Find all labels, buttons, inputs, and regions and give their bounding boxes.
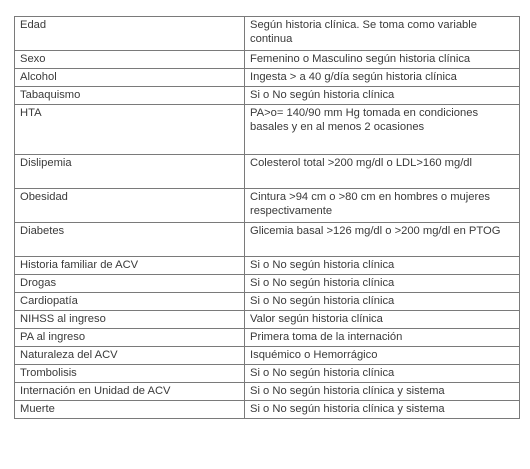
table-row [15, 223, 520, 257]
definition-cell: PA>o= 140/90 mm Hg tomada en condiciones basales y en al menos 2 ocasiones [245, 105, 520, 155]
variable-cell: Drogas [15, 275, 245, 293]
definition-cell: Si o No según historia clínica [245, 275, 520, 293]
definition-cell: Si o No según historia clínica [245, 365, 520, 383]
variable-cell: Sexo [15, 51, 245, 69]
variable-cell: HTA [15, 105, 245, 155]
table-row [15, 189, 520, 223]
variable-cell: Historia familiar de ACV [15, 257, 245, 275]
table-row [15, 329, 520, 347]
table-row [15, 69, 520, 87]
variable-cell: Cardiopatía [15, 293, 245, 311]
table-row [15, 87, 520, 105]
table-row [15, 51, 520, 69]
definition-cell: Glicemia basal >126 mg/dl o >200 mg/dl en PTOG [245, 223, 520, 257]
definition-cell: Ingesta > a 40 g/día según historia clínica [245, 69, 520, 87]
definition-cell: Cintura >94 cm o >80 cm en hombres o mujeres respectivamente [245, 189, 520, 223]
variable-cell: Obesidad [15, 189, 245, 223]
table-row [15, 383, 520, 401]
definition-cell: Si o No según historia clínica [245, 293, 520, 311]
variable-cell: Trombolisis [15, 365, 245, 383]
table-row [15, 105, 520, 155]
variable-cell: NIHSS al ingreso [15, 311, 245, 329]
variable-cell: Naturaleza del ACV [15, 347, 245, 365]
variable-cell: Dislipemia [15, 155, 245, 189]
variable-cell: Diabetes [15, 223, 245, 257]
definition-cell: Si o No según historia clínica y sistema [245, 401, 520, 419]
variable-cell: Internación en Unidad de ACV [15, 383, 245, 401]
definition-cell: Si o No según historia clínica y sistema [245, 383, 520, 401]
table-row [15, 257, 520, 275]
definition-cell: Femenino o Masculino según historia clínica [245, 51, 520, 69]
variables-table [14, 16, 520, 419]
table-row [15, 155, 520, 189]
table-row [15, 365, 520, 383]
table-row [15, 293, 520, 311]
definition-cell: Si o No según historia clínica [245, 257, 520, 275]
table-row [15, 311, 520, 329]
variable-cell: Muerte [15, 401, 245, 419]
variable-cell: Edad [15, 17, 245, 51]
definition-cell: Valor según historia clínica [245, 311, 520, 329]
variable-cell: Tabaquismo [15, 87, 245, 105]
table-row [15, 347, 520, 365]
definition-cell: Si o No según historia clínica [245, 87, 520, 105]
table-row [15, 275, 520, 293]
definition-cell: Primera toma de la internación [245, 329, 520, 347]
definition-cell: Colesterol total >200 mg/dl o LDL>160 mg/dl [245, 155, 520, 189]
table-row [15, 17, 520, 51]
definition-cell: Isquémico o Hemorrágico [245, 347, 520, 365]
variable-cell: PA al ingreso [15, 329, 245, 347]
table-row [15, 401, 520, 419]
definition-cell: Según historia clínica. Se toma como variable continua [245, 17, 520, 51]
variable-cell: Alcohol [15, 69, 245, 87]
